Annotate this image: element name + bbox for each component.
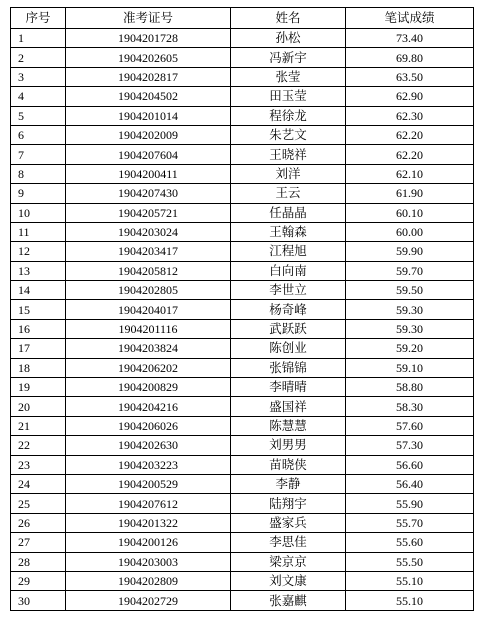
cell-score: 59.30 xyxy=(346,319,474,338)
cell-serial: 21 xyxy=(11,416,66,435)
cell-name: 李思佳 xyxy=(231,533,346,552)
table-row xyxy=(11,164,474,183)
cell-score: 59.70 xyxy=(346,261,474,280)
header-score: 笔试成绩 xyxy=(346,8,474,29)
cell-score: 57.30 xyxy=(346,436,474,455)
cell-serial: 18 xyxy=(11,358,66,377)
cell-exam-id: 1904204502 xyxy=(66,87,231,106)
table-row xyxy=(11,533,474,552)
table-row xyxy=(11,397,474,416)
table-row xyxy=(11,67,474,86)
cell-name: 杨奇峰 xyxy=(231,300,346,319)
cell-score: 59.10 xyxy=(346,358,474,377)
cell-score: 55.10 xyxy=(346,591,474,610)
table-row xyxy=(11,87,474,106)
cell-score: 59.50 xyxy=(346,281,474,300)
cell-name: 程徐龙 xyxy=(231,106,346,125)
cell-exam-id: 1904201728 xyxy=(66,29,231,48)
cell-score: 61.90 xyxy=(346,184,474,203)
cell-score: 58.30 xyxy=(346,397,474,416)
table-row xyxy=(11,261,474,280)
table-row xyxy=(11,416,474,435)
cell-score: 62.20 xyxy=(346,145,474,164)
cell-name: 王翰森 xyxy=(231,222,346,241)
cell-score: 73.40 xyxy=(346,29,474,48)
cell-name: 陈创业 xyxy=(231,339,346,358)
table-row xyxy=(11,125,474,144)
cell-exam-id: 1904200529 xyxy=(66,474,231,493)
cell-serial: 30 xyxy=(11,591,66,610)
cell-name: 江程旭 xyxy=(231,242,346,261)
cell-serial: 22 xyxy=(11,436,66,455)
cell-score: 59.90 xyxy=(346,242,474,261)
cell-name: 张锦锦 xyxy=(231,358,346,377)
cell-exam-id: 1904202729 xyxy=(66,591,231,610)
cell-name: 张莹 xyxy=(231,67,346,86)
cell-serial: 25 xyxy=(11,494,66,513)
cell-name: 李世立 xyxy=(231,281,346,300)
score-table xyxy=(10,7,474,611)
cell-name: 王云 xyxy=(231,184,346,203)
cell-score: 60.00 xyxy=(346,222,474,241)
cell-serial: 15 xyxy=(11,300,66,319)
cell-score: 55.70 xyxy=(346,513,474,532)
cell-serial: 3 xyxy=(11,67,66,86)
cell-exam-id: 1904203824 xyxy=(66,339,231,358)
cell-name: 刘男男 xyxy=(231,436,346,455)
table-row xyxy=(11,300,474,319)
table-row xyxy=(11,242,474,261)
cell-exam-id: 1904203223 xyxy=(66,455,231,474)
table-row xyxy=(11,184,474,203)
cell-score: 62.90 xyxy=(346,87,474,106)
cell-name: 任晶晶 xyxy=(231,203,346,222)
cell-serial: 23 xyxy=(11,455,66,474)
cell-serial: 27 xyxy=(11,533,66,552)
table-row xyxy=(11,436,474,455)
cell-serial: 8 xyxy=(11,164,66,183)
cell-serial: 20 xyxy=(11,397,66,416)
cell-score: 62.30 xyxy=(346,106,474,125)
header-name: 姓名 xyxy=(231,8,346,29)
cell-exam-id: 1904201116 xyxy=(66,319,231,338)
table-row xyxy=(11,106,474,125)
cell-serial: 29 xyxy=(11,571,66,590)
cell-score: 55.60 xyxy=(346,533,474,552)
cell-score: 59.30 xyxy=(346,300,474,319)
cell-score: 57.60 xyxy=(346,416,474,435)
cell-score: 56.60 xyxy=(346,455,474,474)
cell-score: 58.80 xyxy=(346,378,474,397)
table-row xyxy=(11,358,474,377)
cell-name: 盛国祥 xyxy=(231,397,346,416)
header-exam-id: 准考证号 xyxy=(66,8,231,29)
table-row xyxy=(11,145,474,164)
cell-exam-id: 1904202630 xyxy=(66,436,231,455)
cell-exam-id: 1904202805 xyxy=(66,281,231,300)
cell-exam-id: 1904203024 xyxy=(66,222,231,241)
table-row xyxy=(11,222,474,241)
table-row xyxy=(11,494,474,513)
score-sheet xyxy=(10,7,474,611)
cell-name: 白向南 xyxy=(231,261,346,280)
cell-serial: 1 xyxy=(11,29,66,48)
table-row xyxy=(11,48,474,67)
cell-serial: 16 xyxy=(11,319,66,338)
cell-name: 刘文康 xyxy=(231,571,346,590)
cell-name: 李晴晴 xyxy=(231,378,346,397)
cell-name: 刘洋 xyxy=(231,164,346,183)
cell-serial: 14 xyxy=(11,281,66,300)
cell-exam-id: 1904202809 xyxy=(66,571,231,590)
cell-score: 55.50 xyxy=(346,552,474,571)
table-row xyxy=(11,319,474,338)
cell-exam-id: 1904202605 xyxy=(66,48,231,67)
cell-exam-id: 1904200829 xyxy=(66,378,231,397)
cell-exam-id: 1904205812 xyxy=(66,261,231,280)
cell-exam-id: 1904206026 xyxy=(66,416,231,435)
cell-name: 田玉莹 xyxy=(231,87,346,106)
cell-score: 62.10 xyxy=(346,164,474,183)
cell-serial: 26 xyxy=(11,513,66,532)
cell-score: 62.20 xyxy=(346,125,474,144)
cell-score: 69.80 xyxy=(346,48,474,67)
cell-name: 王晓祥 xyxy=(231,145,346,164)
cell-serial: 10 xyxy=(11,203,66,222)
cell-name: 梁京京 xyxy=(231,552,346,571)
cell-serial: 7 xyxy=(11,145,66,164)
cell-serial: 4 xyxy=(11,87,66,106)
cell-score: 55.90 xyxy=(346,494,474,513)
cell-exam-id: 1904200411 xyxy=(66,164,231,183)
cell-name: 李静 xyxy=(231,474,346,493)
cell-exam-id: 1904202817 xyxy=(66,67,231,86)
cell-exam-id: 1904203417 xyxy=(66,242,231,261)
cell-serial: 9 xyxy=(11,184,66,203)
cell-exam-id: 1904207430 xyxy=(66,184,231,203)
cell-serial: 11 xyxy=(11,222,66,241)
cell-name: 盛家兵 xyxy=(231,513,346,532)
cell-exam-id: 1904207612 xyxy=(66,494,231,513)
cell-score: 60.10 xyxy=(346,203,474,222)
cell-score: 55.10 xyxy=(346,571,474,590)
cell-exam-id: 1904201322 xyxy=(66,513,231,532)
cell-serial: 19 xyxy=(11,378,66,397)
cell-serial: 13 xyxy=(11,261,66,280)
cell-serial: 5 xyxy=(11,106,66,125)
cell-exam-id: 1904203003 xyxy=(66,552,231,571)
cell-score: 59.20 xyxy=(346,339,474,358)
table-row xyxy=(11,591,474,610)
table-row xyxy=(11,29,474,48)
cell-serial: 17 xyxy=(11,339,66,358)
header-row xyxy=(11,8,474,29)
cell-name: 武跃跃 xyxy=(231,319,346,338)
header-serial: 序号 xyxy=(11,8,66,29)
cell-exam-id: 1904201014 xyxy=(66,106,231,125)
cell-exam-id: 1904204216 xyxy=(66,397,231,416)
cell-name: 朱艺文 xyxy=(231,125,346,144)
cell-serial: 2 xyxy=(11,48,66,67)
cell-serial: 28 xyxy=(11,552,66,571)
table-row xyxy=(11,281,474,300)
table-row xyxy=(11,203,474,222)
table-row xyxy=(11,339,474,358)
cell-exam-id: 1904206202 xyxy=(66,358,231,377)
cell-exam-id: 1904207604 xyxy=(66,145,231,164)
cell-name: 孙松 xyxy=(231,29,346,48)
table-row xyxy=(11,552,474,571)
cell-serial: 24 xyxy=(11,474,66,493)
table-row xyxy=(11,378,474,397)
cell-name: 冯新宇 xyxy=(231,48,346,67)
cell-serial: 6 xyxy=(11,125,66,144)
cell-score: 63.50 xyxy=(346,67,474,86)
table-row xyxy=(11,455,474,474)
cell-serial: 12 xyxy=(11,242,66,261)
table-row xyxy=(11,513,474,532)
cell-name: 陆翔宇 xyxy=(231,494,346,513)
cell-exam-id: 1904204017 xyxy=(66,300,231,319)
cell-name: 陈慧慧 xyxy=(231,416,346,435)
cell-name: 张嘉麒 xyxy=(231,591,346,610)
table-row xyxy=(11,571,474,590)
cell-exam-id: 1904200126 xyxy=(66,533,231,552)
cell-exam-id: 1904205721 xyxy=(66,203,231,222)
table-row xyxy=(11,474,474,493)
cell-exam-id: 1904202009 xyxy=(66,125,231,144)
cell-score: 56.40 xyxy=(346,474,474,493)
cell-name: 苗晓侠 xyxy=(231,455,346,474)
